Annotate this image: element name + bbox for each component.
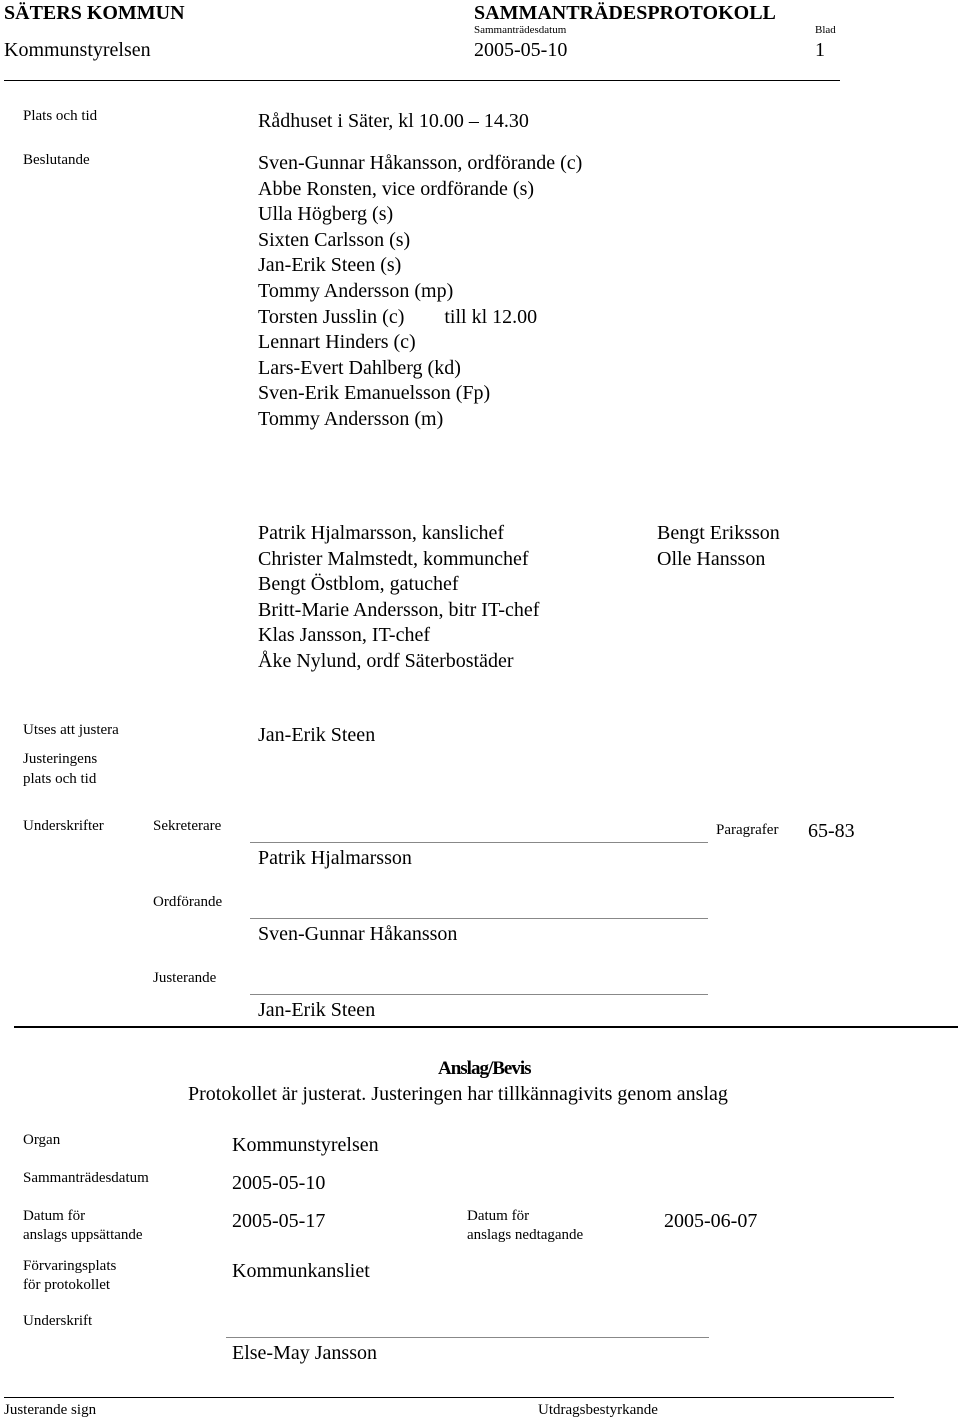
deciding-members-list: [258, 151, 582, 433]
member-item: Abbe Ronsten, vice ordförande (s): [258, 177, 535, 200]
storage-label-line1: Förvaringsplats: [23, 1258, 117, 1274]
other-item: Patrik Hjalmarsson, kanslichef: [258, 522, 505, 544]
member-item: [258, 305, 582, 331]
posted-date-label-line1: Datum för: [23, 1208, 86, 1224]
footer-adjuster-sign: Justerande sign: [4, 1402, 97, 1418]
other-item: Christer Malmstedt, kommunchef: [258, 547, 529, 570]
chair-name: Sven-Gunnar Håkansson: [258, 923, 458, 945]
removed-date-label-line1: Datum för: [467, 1208, 530, 1224]
header-body: Kommunstyrelsen: [4, 39, 151, 61]
member-item: Tommy Andersson (mp): [258, 279, 454, 302]
signature-label: Underskrift: [23, 1313, 93, 1329]
notice-title: Anslag/Bevis: [438, 1058, 531, 1079]
posted-date-label-line2: anslags uppsättande: [23, 1227, 143, 1243]
adjuster-name: Jan-Erik Steen: [258, 999, 376, 1021]
member-item: Jan-Erik Steen (s): [258, 254, 402, 277]
date-label: Sammanträdesdatum: [474, 24, 567, 36]
other-item: Britt-Marie Andersson, bitr IT-chef: [258, 598, 540, 621]
others-present-list: [258, 521, 539, 675]
other-item: Bengt Östblom, gatuchef: [258, 573, 459, 596]
municipality-name: SÄTERS KOMMUN: [4, 2, 185, 24]
notice-text: Protokollet är justerat. Justeringen har tillkännagivits genom anslag: [188, 1083, 728, 1105]
adjuster-signature-line: [250, 994, 708, 995]
footer-rule: [4, 1397, 894, 1398]
notice-signature-name: Else-May Jansson: [232, 1342, 377, 1364]
deciding-label: Beslutande: [23, 152, 90, 168]
secretary-label: Sekreterare: [153, 818, 222, 834]
removed-date-value: 2005-06-07: [664, 1210, 758, 1232]
appointed-adjuster-value: Jan-Erik Steen: [258, 724, 376, 746]
member-item: Sven-Gunnar Håkansson, ordförande (c): [258, 152, 583, 174]
place-label: Plats och tid: [23, 108, 98, 124]
chair-label: Ordförande: [153, 894, 223, 910]
meeting-date-label: Sammanträdesdatum: [23, 1170, 149, 1186]
adjust-place-label-line1: Justeringens: [23, 751, 98, 767]
secretary-name: Patrik Hjalmarsson: [258, 847, 412, 869]
secretary-signature-line: [250, 842, 708, 843]
signatures-label: Underskrifter: [23, 818, 104, 834]
member-note: till kl 12.00: [444, 305, 538, 328]
section-divider: [14, 1026, 958, 1028]
appointed-adjuster-label: Utses att justera: [23, 722, 119, 738]
removed-date-label-line2: anslags nedtagande: [467, 1227, 584, 1243]
member-item: Lennart Hinders (c): [258, 331, 416, 354]
organ-value: Kommunstyrelsen: [232, 1134, 379, 1156]
member-item: Tommy Andersson (m): [258, 407, 444, 430]
member-item: Ulla Högberg (s): [258, 203, 394, 226]
header-rule: [4, 80, 840, 81]
footer-extract-certification: Utdragsbestyrkande: [538, 1402, 658, 1418]
other-item: Bengt Eriksson: [657, 522, 780, 544]
member-item: Lars-Evert Dahlberg (kd): [258, 356, 461, 379]
meeting-date-value: 2005-05-10: [232, 1172, 326, 1194]
member-name: Torsten Jusslin (c): [258, 305, 405, 328]
place-value: Rådhuset i Säter, kl 10.00 – 14.30: [258, 110, 529, 132]
paragraphs-label: Paragrafer: [716, 822, 779, 838]
paragraphs-value: 65-83: [808, 820, 855, 842]
adjust-place-label-line2: plats och tid: [23, 771, 97, 787]
posted-date-value: 2005-05-17: [232, 1210, 326, 1232]
document-type: SAMMANTRÄDESPROTOKOLL: [474, 2, 776, 24]
chair-signature-line: [250, 918, 708, 919]
storage-label-line2: för protokollet: [23, 1277, 111, 1293]
other-item: Åke Nylund, ordf Säterbostäder: [258, 649, 514, 672]
member-item: Sven-Erik Emanuelsson (Fp): [258, 382, 491, 405]
member-item: Sixten Carlsson (s): [258, 228, 411, 251]
page-label: Blad: [815, 24, 836, 36]
header-page-number: 1: [815, 39, 825, 61]
other-item: Klas Jansson, IT-chef: [258, 624, 431, 647]
other-item: Olle Hansson: [657, 547, 766, 570]
storage-value: Kommunkansliet: [232, 1260, 370, 1282]
header-date: 2005-05-10: [474, 39, 568, 61]
notice-signature-line: [226, 1337, 709, 1338]
adjuster-label: Justerande: [153, 970, 217, 986]
others-present-right-list: [657, 521, 780, 572]
organ-label: Organ: [23, 1132, 61, 1148]
